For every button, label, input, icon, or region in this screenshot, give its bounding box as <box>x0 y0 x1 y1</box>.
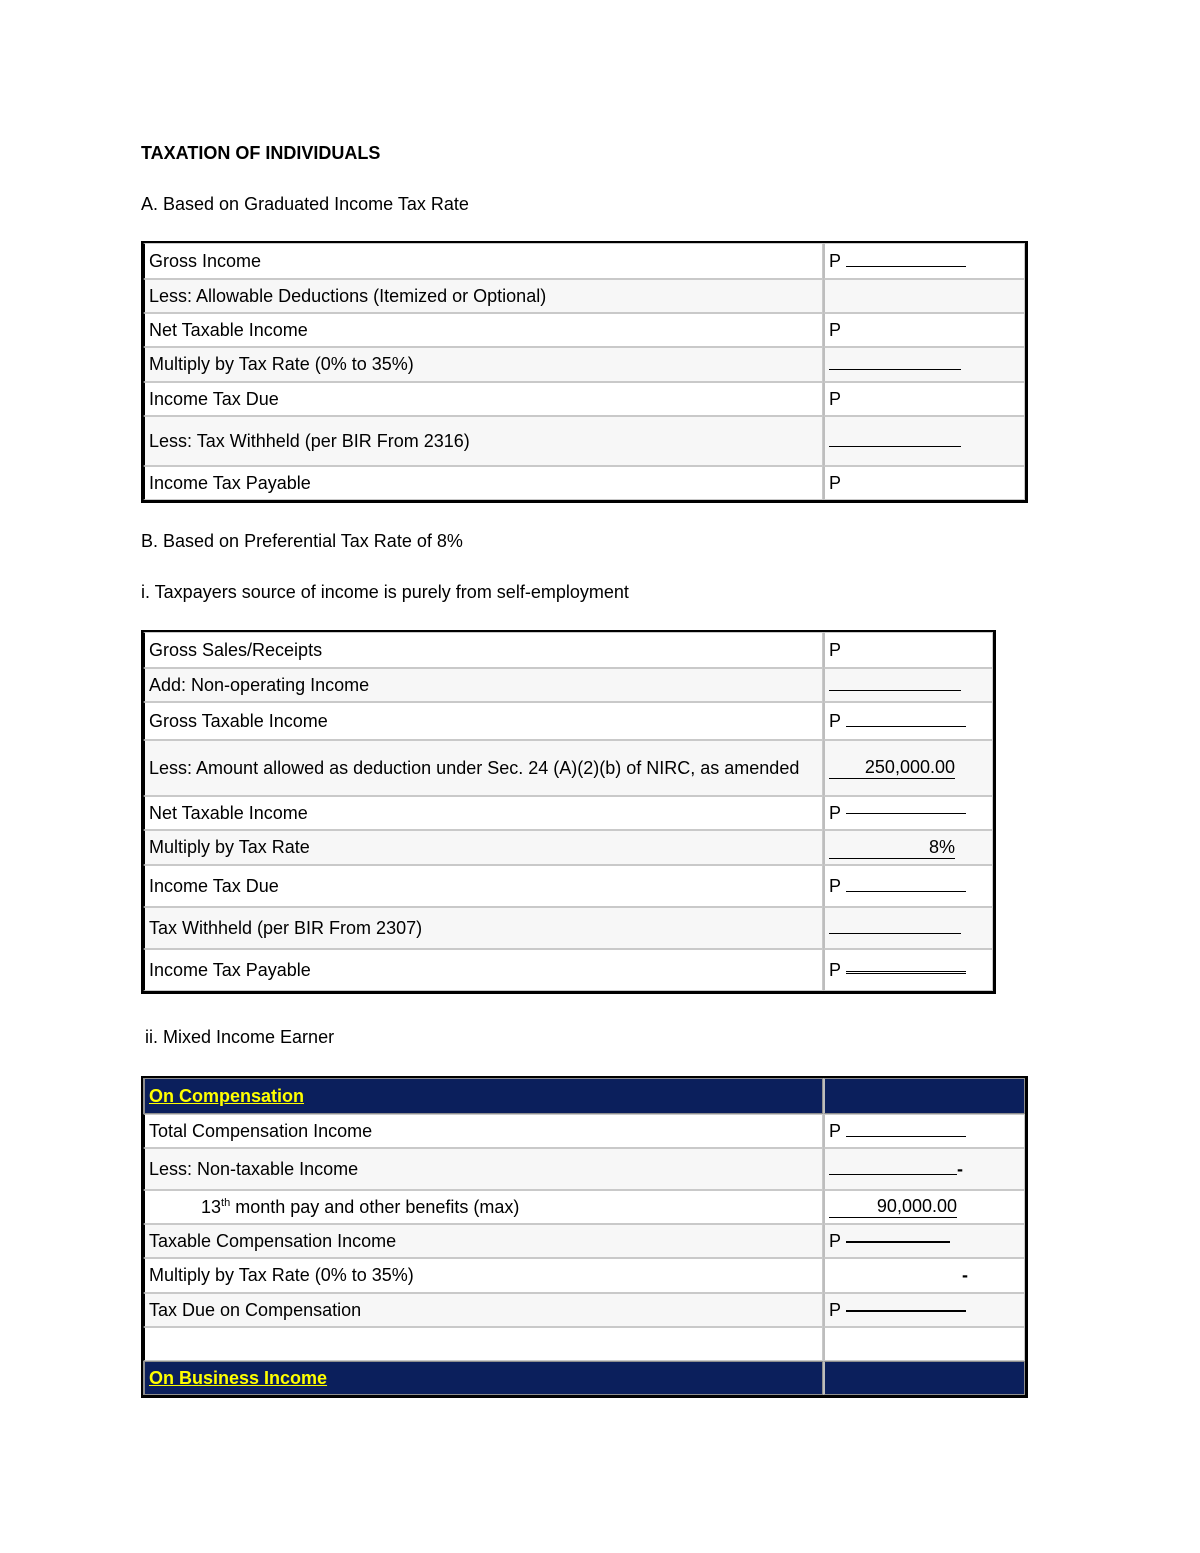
row-label: Add: Non-operating Income <box>143 668 823 702</box>
row-label: Income Tax Payable <box>143 466 823 500</box>
row-value <box>823 668 993 702</box>
row-label <box>143 1361 823 1395</box>
table-row <box>143 1293 1025 1327</box>
row-label: Gross Income <box>143 243 823 279</box>
row-label: Multiply by Tax Rate (0% to 35%) <box>143 1258 823 1293</box>
row-value: P <box>823 1293 1025 1327</box>
section-b-i-heading: i. Taxpayers source of income is purely from self-employment <box>141 582 629 602</box>
row-value: P <box>823 313 1025 347</box>
table-row <box>143 416 1025 466</box>
table-row <box>143 865 993 907</box>
row-value: P <box>823 632 993 668</box>
graduated-tax-table <box>141 241 1028 503</box>
table-row <box>143 279 1025 313</box>
table-row <box>143 243 1025 279</box>
row-label: Less: Amount allowed as deduction under Sec. 24 (A)(2)(b) of NIRC, as amended <box>143 740 823 796</box>
row-label: Gross Sales/Receipts <box>143 632 823 668</box>
row-value: P <box>823 865 993 907</box>
row-label: Net Taxable Income <box>143 796 823 830</box>
row-value: P <box>823 1224 1025 1258</box>
table-row <box>143 1224 1025 1258</box>
table-row <box>143 1190 1025 1224</box>
table-row <box>143 740 993 796</box>
row-value: 8% <box>823 830 993 865</box>
compensation-header-row <box>143 1078 1025 1114</box>
table-row <box>143 668 993 702</box>
row-value: - <box>823 1148 1025 1190</box>
table-row <box>143 382 1025 416</box>
row-value: P <box>823 796 993 830</box>
row-label: Taxable Compensation Income <box>143 1224 823 1258</box>
table-row <box>143 830 993 865</box>
compensation-header: On Compensation <box>149 1085 305 1106</box>
row-label: Total Compensation Income <box>143 1114 823 1148</box>
row-label: Tax Withheld (per BIR From 2307) <box>143 907 823 949</box>
table-row <box>143 796 993 830</box>
row-label: Income Tax Due <box>143 865 823 907</box>
table-row <box>143 949 993 991</box>
row-value: P <box>823 949 993 991</box>
table-row <box>143 907 993 949</box>
row-value <box>823 907 993 949</box>
mixed-income-table <box>141 1076 1028 1398</box>
table-row <box>143 466 1025 500</box>
table-row <box>143 1148 1025 1190</box>
row-value: P <box>823 1114 1025 1148</box>
row-value: - <box>823 1258 1025 1293</box>
row-label: Less: Tax Withheld (per BIR From 2316) <box>143 416 823 466</box>
row-label: Income Tax Payable <box>143 949 823 991</box>
table-row <box>143 347 1025 382</box>
page-title: TAXATION OF INDIVIDUALS <box>141 143 381 163</box>
row-value <box>823 279 1025 313</box>
row-value <box>823 1361 1025 1395</box>
row-label: Gross Taxable Income <box>143 702 823 740</box>
row-label <box>143 1078 823 1114</box>
row-value: P <box>823 382 1025 416</box>
row-value: P <box>823 702 993 740</box>
row-label: Income Tax Due <box>143 382 823 416</box>
row-label: Tax Due on Compensation <box>143 1293 823 1327</box>
row-value <box>823 347 1025 382</box>
row-value <box>823 1078 1025 1114</box>
table-row <box>143 1327 1025 1361</box>
row-value: 250,000.00 <box>823 740 993 796</box>
row-label: 13th month pay and other benefits (max) <box>143 1190 823 1224</box>
row-label: Net Taxable Income <box>143 313 823 347</box>
row-value: P <box>823 466 1025 500</box>
row-value <box>823 416 1025 466</box>
table-row <box>143 313 1025 347</box>
section-a-heading: A. Based on Graduated Income Tax Rate <box>141 194 469 214</box>
table-row <box>143 1258 1025 1293</box>
row-value: 90,000.00 <box>823 1190 1025 1224</box>
section-b-heading: B. Based on Preferential Tax Rate of 8% <box>141 531 463 551</box>
business-header-row <box>143 1361 1025 1395</box>
row-label <box>143 1327 823 1361</box>
section-b-ii-heading: ii. Mixed Income Earner <box>145 1027 335 1047</box>
table-row <box>143 632 993 668</box>
row-value <box>823 1327 1025 1361</box>
table-row <box>143 702 993 740</box>
row-label: Less: Non-taxable Income <box>143 1148 823 1190</box>
preferential-tax-table <box>141 630 996 994</box>
row-value: P <box>823 243 1025 279</box>
business-header: On Business Income <box>149 1367 328 1388</box>
row-label: Multiply by Tax Rate <box>143 830 823 865</box>
table-row <box>143 1114 1025 1148</box>
row-label: Less: Allowable Deductions (Itemized or Optional) <box>143 279 823 313</box>
row-label: Multiply by Tax Rate (0% to 35%) <box>143 347 823 382</box>
